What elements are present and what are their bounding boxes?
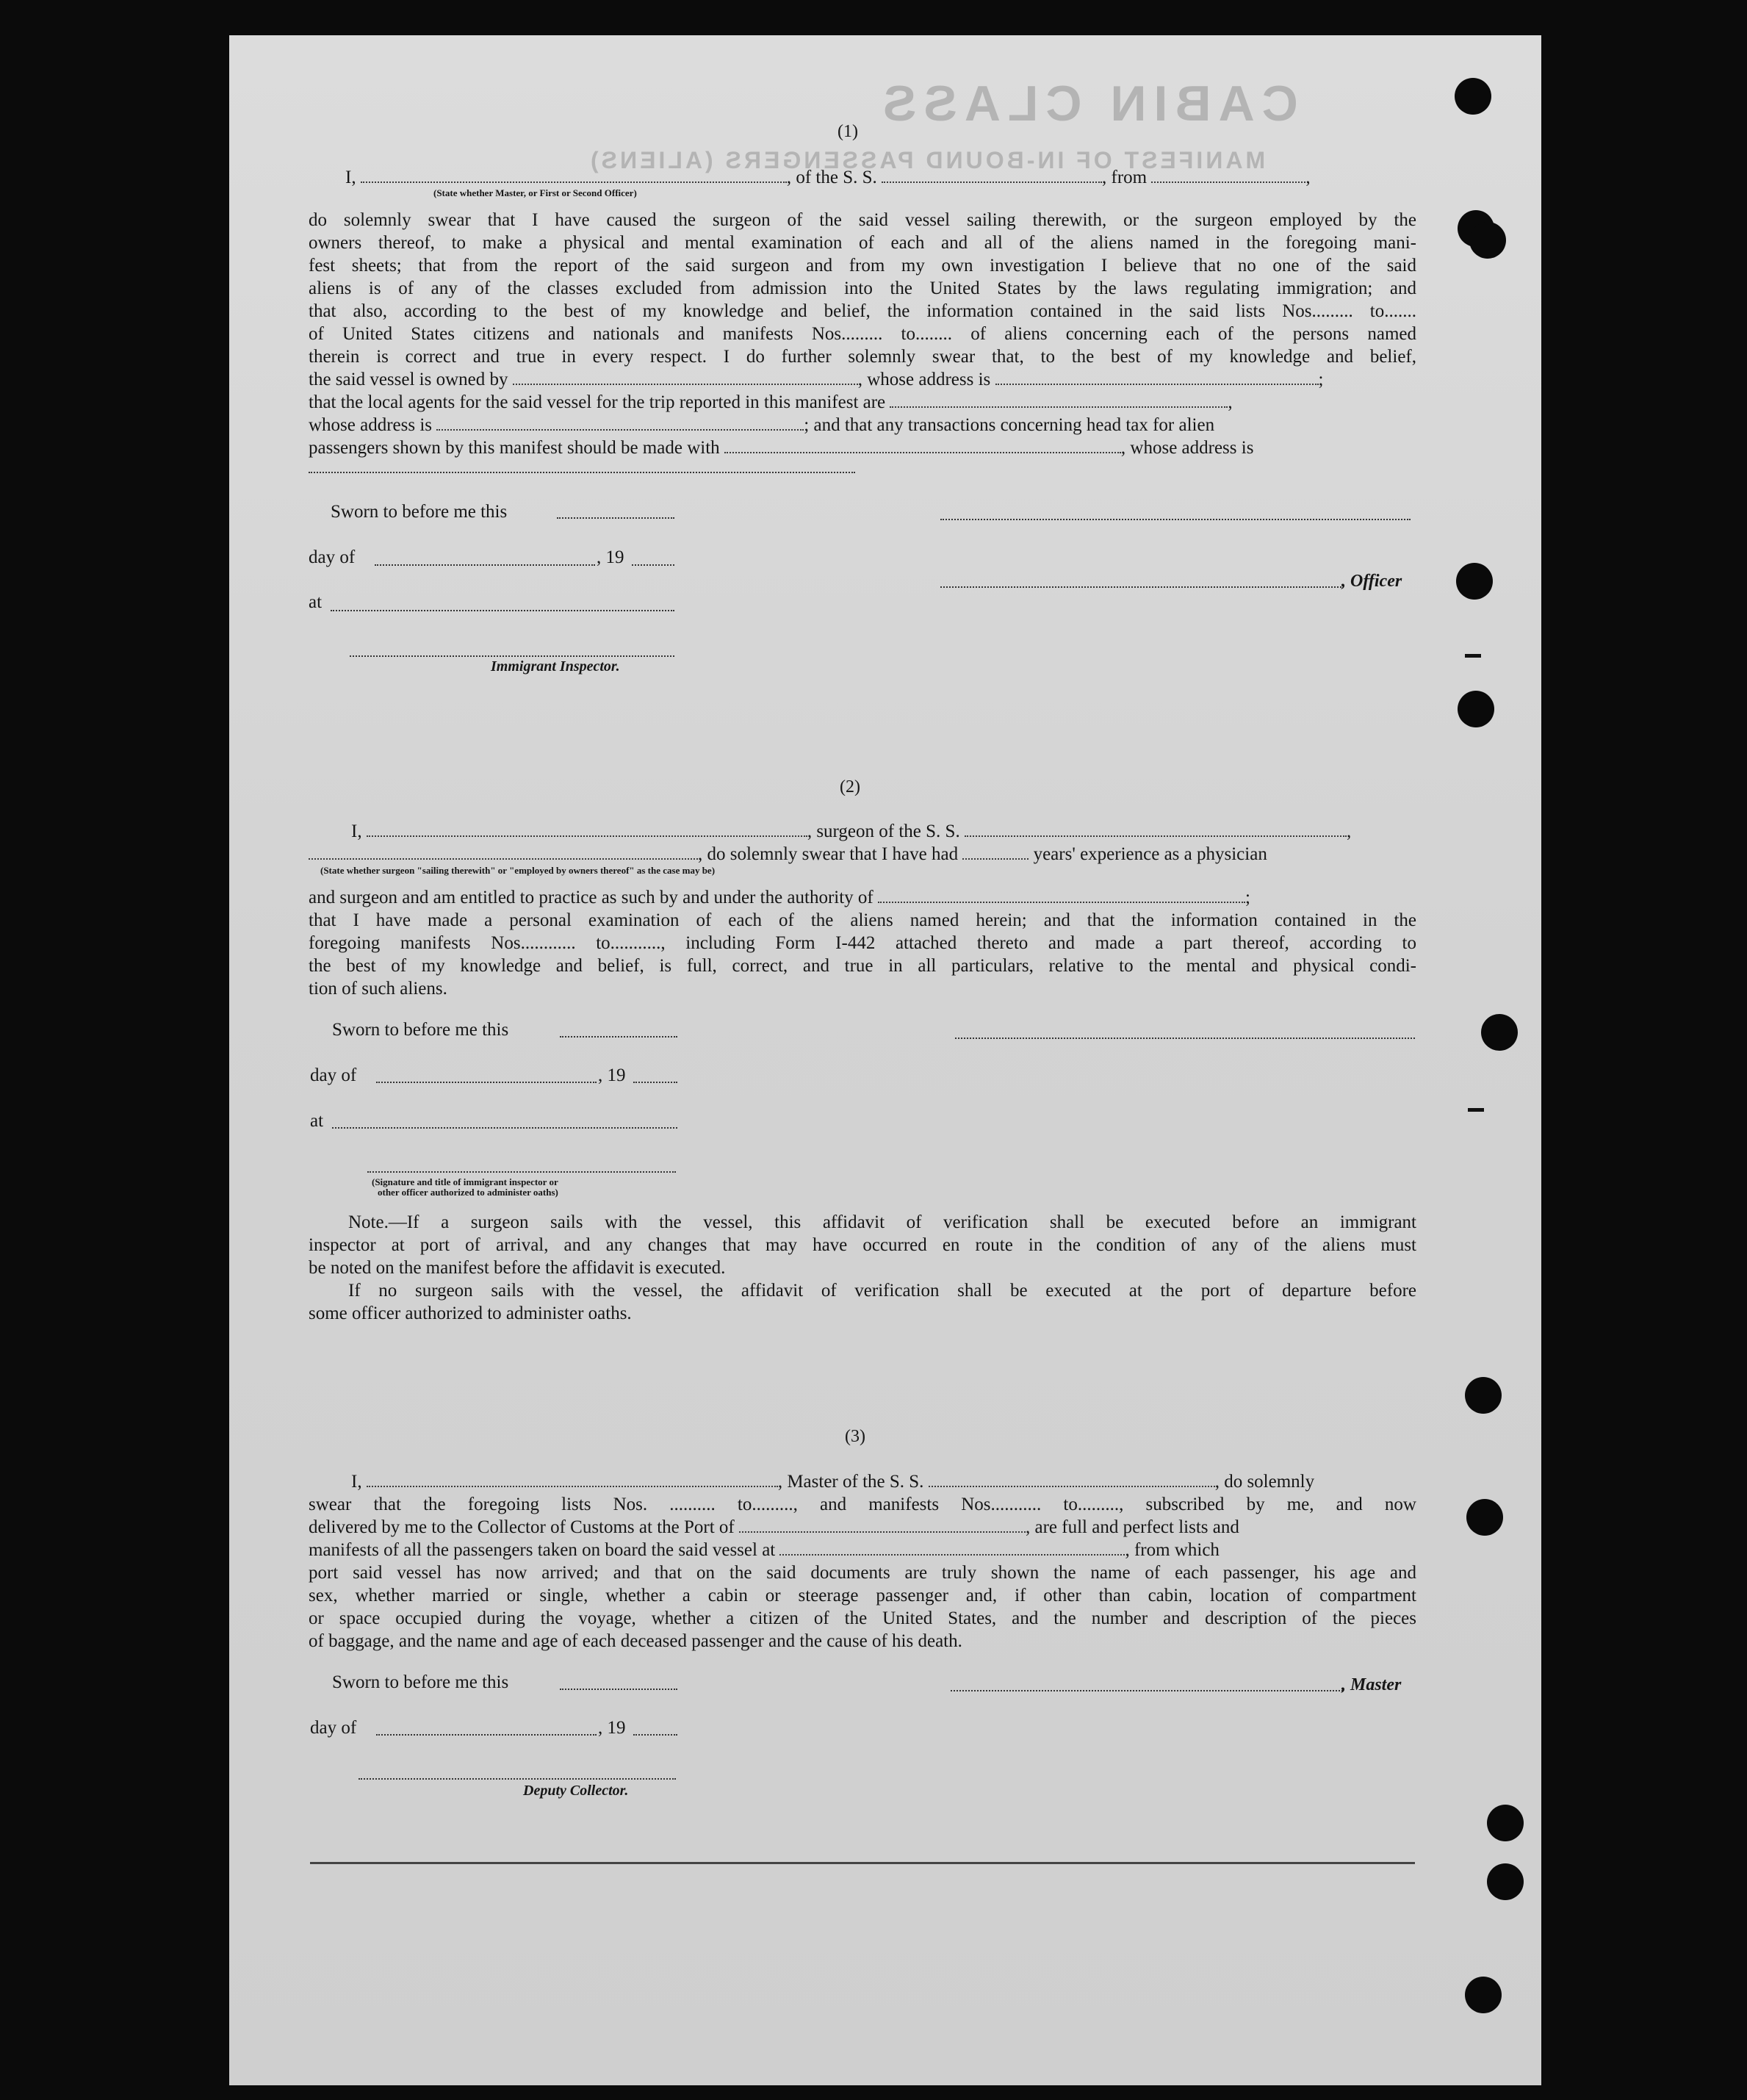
s2-ship-name-field[interactable]: [965, 822, 1347, 837]
s1-para: aliens is of any of the classes excluded from admission into the United States by the laws regulating immigration; and: [309, 278, 1416, 298]
s2-signature-note: other officer authorized to administer oaths): [378, 1187, 558, 1198]
s1-headtax-text: ; and that any transactions concerning head tax for alien: [804, 415, 1215, 435]
s2-note-para: be noted on the manifest before the affidavit is executed.: [309, 1258, 726, 1278]
s2-sworn-date-field[interactable]: [560, 1035, 677, 1038]
s2-surgeon-note: (State whether surgeon "sailing therewith" or "employed by owners thereof" as the case may be): [320, 865, 716, 876]
s2-note-para: Note.—If a surgeon sails with the vessel, this affidavit of verification shall be executed before an immigrant: [348, 1212, 1416, 1232]
s1-agents-address-label: whose address is: [309, 415, 433, 435]
s2-note-para: inspector at port of arrival, and any changes that may have occurred en route in the condition of any of the aliens must: [309, 1235, 1416, 1255]
s1-i: I,: [345, 168, 356, 187]
s2-inspector-signature-field[interactable]: [367, 1170, 676, 1173]
s3-oath-line: [309, 1470, 1416, 1493]
punch-hole: [1465, 1977, 1502, 2013]
owner-field[interactable]: [513, 370, 858, 385]
s1-headtax-address-label: , whose address is: [1120, 438, 1254, 458]
s1-para: therein is correct and true in every respect. I do further solemnly swear that, to the best of my knowledge and belief,: [309, 347, 1416, 367]
s3-para: or space occupied during the voyage, whether a citizen of the United States, and the number and description of the pieces: [309, 1608, 1416, 1628]
s1-para: do solemnly swear that I have caused the surgeon of the said vessel sailing therewith, or the surgeon employed by the: [309, 210, 1416, 230]
s2-signature-note: (Signature and title of immigrant inspector or: [372, 1176, 558, 1187]
s2-para: tion of such aliens.: [309, 979, 447, 999]
authority-field[interactable]: [878, 888, 1245, 903]
s2-years-label: years' experience as a physician: [1033, 844, 1267, 864]
s2-i: I,: [351, 821, 362, 841]
s3-port-line: [309, 1516, 1416, 1539]
surgeon-name-field[interactable]: [367, 822, 807, 837]
s3-day-field[interactable]: [376, 1733, 597, 1736]
s1-owner-label: the said vessel is owned by: [309, 370, 508, 389]
s1-year-field[interactable]: [632, 563, 674, 566]
s2-semicolon: ;: [1245, 888, 1250, 907]
s2-oath-line: [309, 820, 1416, 843]
s3-swear-label: , do solemnly: [1214, 1472, 1315, 1492]
s2-para: foregoing manifests Nos............ to..........., including Form I-442 attached thereto and made a part thereof, according to: [309, 933, 1416, 953]
s1-at-field[interactable]: [331, 608, 674, 611]
s3-day-label: day of: [310, 1718, 357, 1738]
punch-mark: [1465, 654, 1481, 658]
s2-year-field[interactable]: [633, 1080, 677, 1083]
punch-hole: [1487, 1863, 1524, 1900]
section-number: (2): [840, 777, 860, 797]
s3-lists-label: , are full and perfect lists and: [1026, 1517, 1239, 1537]
s2-year-label: , 19: [598, 1065, 626, 1085]
ship-name-field[interactable]: [882, 168, 1102, 183]
s1-officer-signature-field[interactable]: [940, 517, 1411, 520]
s1-address-label: , whose address is: [857, 370, 991, 389]
agents-field[interactable]: [890, 393, 1228, 408]
s2-at-label: at: [310, 1111, 324, 1131]
s1-inspector-signature-field[interactable]: [350, 654, 674, 657]
s3-master-label: , Master: [1341, 1675, 1402, 1694]
bleed-through-title: CABIN CLASS: [876, 76, 1298, 132]
s1-comma2: ,: [1228, 392, 1233, 412]
s1-ship-label: , of the S. S.: [786, 168, 877, 187]
s3-year-label: , 19: [598, 1718, 626, 1738]
s1-comma: ,: [1305, 168, 1311, 187]
s2-surgeon-signature-field[interactable]: [955, 1036, 1415, 1039]
s2-ship-label: , surgeon of the S. S.: [807, 821, 960, 841]
s1-from-label: , from: [1102, 168, 1148, 187]
s2-swear-label: , do solemnly swear that I have had: [698, 844, 959, 864]
surgeon-type-field[interactable]: [309, 845, 698, 860]
s1-agents-label: that the local agents for the said vessel for the trip reported in this manifest are: [309, 392, 886, 412]
s2-day-label: day of: [310, 1065, 357, 1085]
s3-para: sex, whether married or single, whether a cabin or steerage passenger and, if other than cabin, location of compartment: [309, 1586, 1416, 1605]
s2-comma: ,: [1346, 821, 1352, 841]
s1-agents-address-line: [309, 414, 1416, 436]
port-field[interactable]: [739, 1518, 1026, 1533]
s1-officer-name-field[interactable]: [940, 585, 1341, 588]
headtax-party-field[interactable]: [724, 439, 1121, 453]
bleed-through-subtitle: MANIFEST OF IN-BOUND PASSENGERS (ALIENS): [588, 147, 1266, 173]
s1-para: of United States citizens and nationals and manifests Nos......... to........ of aliens concerning each of the persons named: [309, 324, 1416, 344]
s1-inspector-label: Immigrant Inspector.: [491, 658, 620, 675]
from-port-field[interactable]: [1151, 168, 1305, 183]
s2-day-field[interactable]: [376, 1080, 597, 1083]
punch-mark: [1468, 1108, 1484, 1112]
bottom-rule: [310, 1862, 1415, 1864]
headtax-address-field[interactable]: [309, 470, 855, 473]
s3-master-signature-field[interactable]: [951, 1689, 1343, 1691]
s3-boarded-label: manifests of all the passengers taken on board the said vessel at: [309, 1540, 776, 1560]
s1-owner-line: [309, 368, 1416, 391]
punch-hole: [1456, 563, 1493, 600]
s2-note-para: some officer authorized to administer oaths.: [309, 1303, 632, 1323]
punch-hole: [1481, 1014, 1518, 1051]
s3-i: I,: [351, 1472, 362, 1492]
section-number: (1): [838, 122, 858, 141]
s1-sworn-date-field[interactable]: [557, 516, 674, 519]
s2-authority-label: and surgeon and am entitled to practice as such by and under the authority of: [309, 888, 874, 907]
section-number: (3): [845, 1427, 865, 1446]
s1-year-label: , 19: [597, 547, 624, 567]
owner-address-field[interactable]: [995, 370, 1319, 385]
s2-experience-line: [309, 843, 1416, 866]
officer-name-field[interactable]: [361, 168, 787, 183]
s3-year-field[interactable]: [633, 1733, 677, 1736]
agents-address-field[interactable]: [436, 416, 804, 431]
s2-at-field[interactable]: [332, 1126, 677, 1129]
s1-para: owners thereof, to make a physical and mental examination of each and all of the aliens named in the foregoing mani-: [309, 233, 1416, 253]
s1-para: that also, according to the best of my knowledge and belief, the information contained in the said lists Nos......... to.......: [309, 301, 1416, 321]
s1-officer-label: , Officer: [1341, 572, 1402, 591]
s1-headtax-line: [309, 436, 1416, 459]
s3-boarded-line: [309, 1539, 1416, 1561]
boarding-port-field[interactable]: [779, 1541, 1125, 1556]
s3-para: of baggage, and the name and age of each deceased passenger and the cause of his death.: [309, 1631, 962, 1651]
s2-authority-line: [309, 886, 1416, 909]
s1-at-label: at: [309, 592, 323, 612]
s1-oath-line: [309, 166, 1416, 189]
s2-para: that I have made a personal examination of each of the aliens named herein; and that the information contained in the: [309, 910, 1416, 930]
s1-officer-note: (State whether Master, or First or Second Officer): [433, 187, 637, 198]
years-field[interactable]: [962, 845, 1029, 860]
punch-hole: [1465, 1377, 1502, 1414]
s2-note-para: If no surgeon sails with the vessel, the affidavit of verification shall be executed at the port of departure before: [348, 1281, 1416, 1301]
s3-para: swear that the foregoing lists Nos. .......... to........., and manifests Nos........... to........., subscribed by me, and now: [309, 1495, 1416, 1514]
master-name-field[interactable]: [367, 1472, 778, 1487]
punch-hole: [1458, 691, 1494, 727]
punch-hole: [1455, 78, 1491, 115]
s1-headtax-label: passengers shown by this manifest should be made with: [309, 438, 720, 458]
s1-sworn-label: Sworn to before me this: [331, 502, 508, 522]
s3-sworn-date-field[interactable]: [560, 1687, 677, 1690]
s2-sworn-label: Sworn to before me this: [332, 1020, 509, 1040]
s3-ship-label: , Master of the S. S.: [777, 1472, 924, 1492]
punch-hole: [1469, 222, 1506, 259]
punch-hole: [1487, 1805, 1524, 1841]
s3-collector-label: Deputy Collector.: [523, 1783, 629, 1799]
s1-para: fest sheets; that from the report of the said surgeon and from my own investigation I believe that no one of the said: [309, 256, 1416, 276]
s1-semicolon: ;: [1318, 370, 1324, 389]
punch-hole: [1466, 1499, 1503, 1536]
s3-ship-name-field[interactable]: [929, 1472, 1215, 1487]
s3-sworn-label: Sworn to before me this: [332, 1672, 509, 1692]
s3-port-label: delivered by me to the Collector of Customs at the Port of: [309, 1517, 735, 1537]
s1-day-field[interactable]: [375, 563, 595, 566]
s2-para: the best of my knowledge and belief, is full, correct, and true in all particulars, relative to the mental and physical condi-: [309, 956, 1416, 976]
s3-para: port said vessel has now arrived; and that on the said documents are truly shown the name of each passenger, his age and: [309, 1563, 1416, 1583]
s1-agents-line: [309, 391, 1416, 414]
s1-day-label: day of: [309, 547, 356, 567]
s3-from-label: , from which: [1125, 1540, 1220, 1560]
s3-collector-signature-field[interactable]: [359, 1777, 676, 1780]
